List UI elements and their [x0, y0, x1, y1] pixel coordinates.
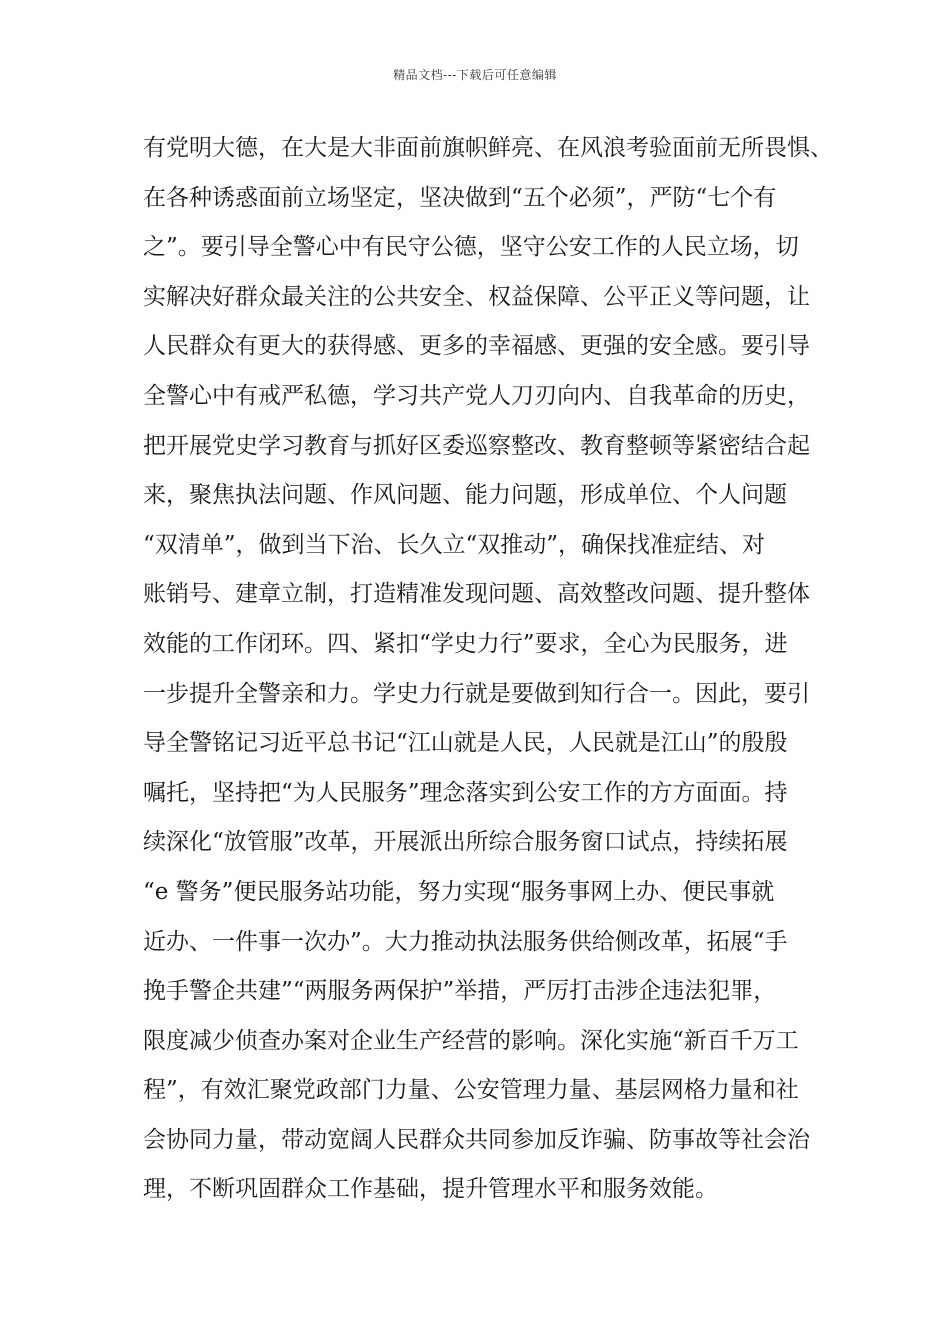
text-line: 来，聚焦执法问题、作风问题、能力问题，形成单位、个人问题 [143, 482, 787, 509]
text-line: 理，不断巩固群众工作基础，提升管理水平和服务效能。 [143, 1176, 718, 1203]
text-line: 之”。要引导全警心中有民守公德，坚守公安工作的人民立场，切 [143, 234, 799, 261]
document-body [143, 131, 843, 1222]
text-line: 一步提升全警亲和力。学史力行就是要做到知行合一。因此，要引 [143, 680, 810, 707]
text-line: 导全警铭记习近平总书记“江山就是人民，人民就是江山”的殷殷 [143, 730, 788, 757]
text-line: “e 警务”便民服务站功能，努力实现“服务事网上办、便民事就 [143, 878, 775, 905]
text-line: 在各种诱惑面前立场坚定，坚决做到“五个必须”，严防“七个有 [143, 184, 777, 211]
text-line: 账销号、建章立制，打造精准发现问题、高效整改问题、提升整体 [143, 581, 810, 608]
text-line: 挽手警企共建”“两服务两保护”举措，严厉打击涉企违法犯罪， [143, 978, 777, 1005]
text-line: 限度减少侦查办案对企业生产经营的影响。深化实施“新百千万工 [143, 1027, 799, 1054]
text-line: 近办、一件事一次办”。大力推动执法服务供给侧改革，拓展“手 [143, 928, 788, 955]
text-line: “双清单”，做到当下治、长久立“双推动”，确保找准症结、对 [143, 531, 766, 558]
text-line: 实解决好群众最关注的公共安全、权益保障、公平正义等问题，让 [143, 283, 810, 310]
text-line: 有党明大德，在大是大非面前旗帜鲜亮、在风浪考验面前无所畏惧、 [143, 135, 833, 161]
text-line: 效能的工作闭环。四、紧扣“学史力行”要求，全心为民服务，进 [143, 630, 788, 657]
text-line: 续深化“放管服”改革，开展派出所综合服务窗口试点，持续拓展 [143, 829, 788, 856]
text-line: 全警心中有戒严私德，学习共产党人刀刃向内、自我革命的历史， [143, 382, 810, 409]
text-line: 嘱托，坚持把“为人民服务”理念落实到公安工作的方方面面。持 [143, 779, 788, 806]
page-header: 精品文档---下载后可任意编辑 [393, 68, 557, 82]
text-line: 程”，有效汇聚党政部门力量、公安管理力量、基层网格力量和社 [143, 1077, 799, 1104]
text-line: 会协同力量，带动宽阔人民群众共同参加反诈骗、防事故等社会治 [143, 1126, 810, 1153]
text-line: 把开展党史学习教育与抓好区委巡察整改、教育整顿等紧密结合起 [143, 432, 810, 459]
text-line: 人民群众有更大的获得感、更多的幸福感、更强的安全感。要引导 [143, 333, 810, 360]
